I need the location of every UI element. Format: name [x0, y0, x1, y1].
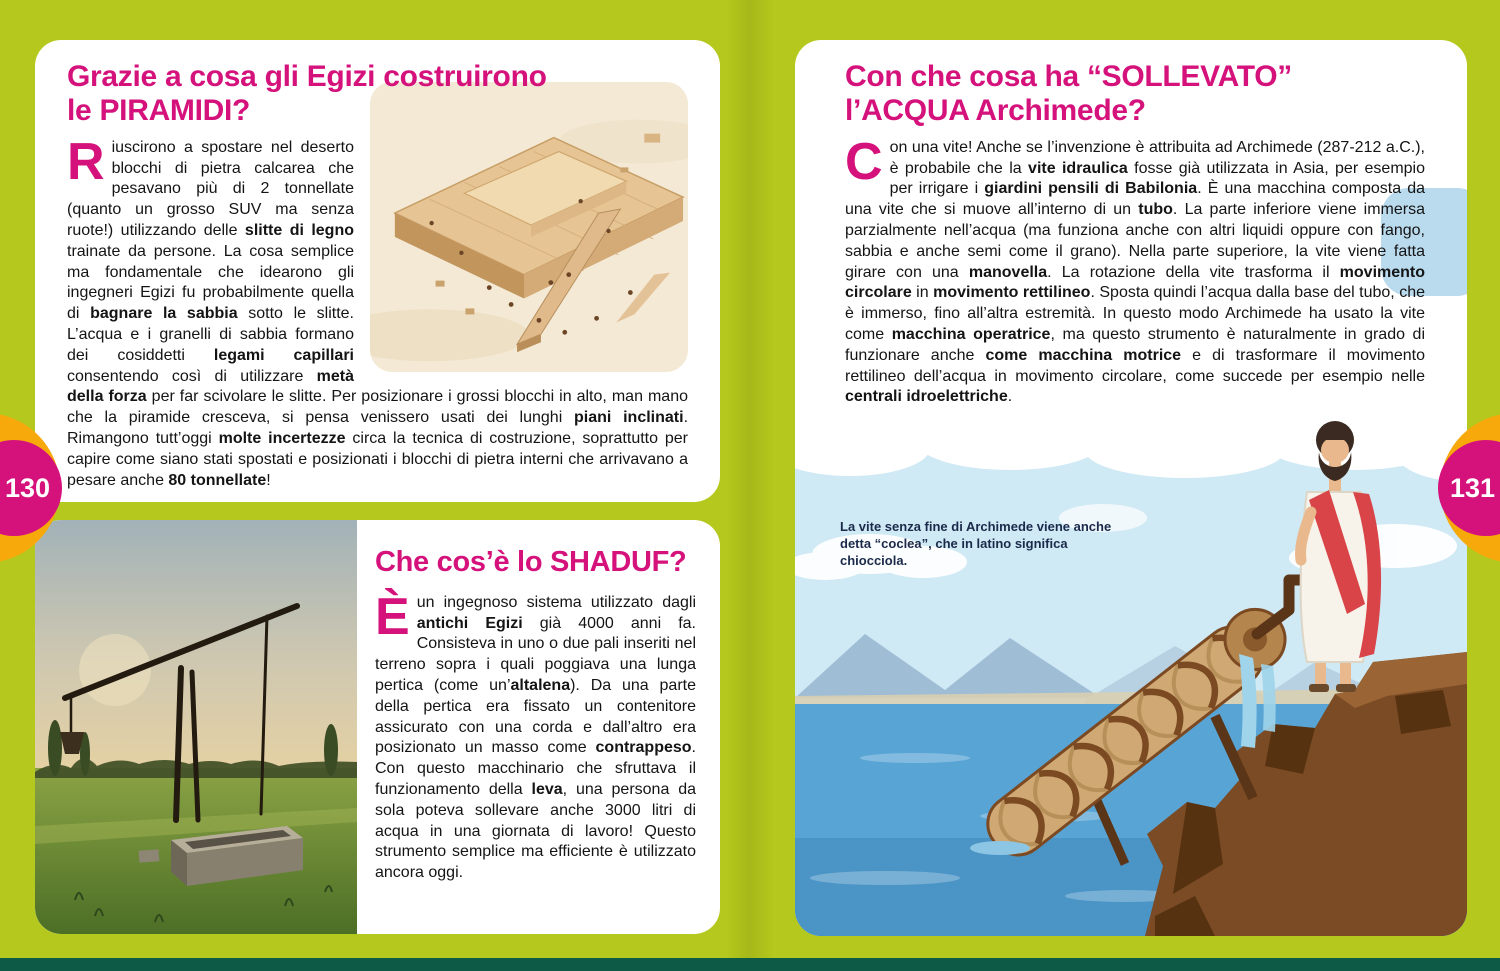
shaduf-card: [35, 520, 720, 934]
archimedes-title-line2: l’ACQUA Archimede?: [845, 93, 1146, 127]
archimedes-title-line1: Con che cosa ha “SOLLEVATO”: [845, 60, 1292, 93]
shaduf-text-column: [375, 546, 696, 884]
pyramid-construction-illustration: [370, 82, 688, 372]
shaduf-title: Che cos’è lo SHADUF?: [375, 546, 687, 578]
shaduf-photo: [35, 520, 357, 934]
archimedes-body: [845, 132, 1426, 408]
archimedes-title: [845, 60, 1385, 128]
page-number-right: 131: [1450, 472, 1496, 503]
archimedes-scene-svg: [795, 396, 1467, 936]
shaduf-photo-svg: [35, 520, 357, 934]
page-number-left: 130: [4, 472, 50, 503]
pyramids-paragraph: iuscirono a spostare nel deserto blocchi di pietra calcarea che pesavano più di 2 tonnellate (quanto un grosso SUV ma senza ruote!) utilizzando delle slitte di legno trainate da persone. La cosa semplice ma fondamentale che idearono gli ingegneri Egizi fu probabilmente quella di bagnare la sabbia sotto le slitte. L’acqua e i granelli di sabbia formano dei cosiddetti legami capillari consentendo così di utilizzare metà della forza per far scivolare le slitte. Per posizionare i grossi blocchi in alto, man mano che la piramide cresceva, si pensa venissero usati dei lunghi piani inclinati. Rimangono tutt’oggi molte incertezze circa la tecnica di costruzione, soprattutto per capire come siano stati spostati e posizionati i blocchi di pietra interni che arrivavano a pesare anche 80 tonnellate!: [67, 138, 689, 489]
archimedes-screw-illustration: [795, 396, 1467, 936]
pyramids-body: [67, 132, 689, 492]
pyramids-dropcap: R: [67, 132, 105, 191]
archimedes-dropcap: C: [845, 132, 883, 191]
archimedes-paragraph: on una vite! Anche se l’invenzione è attribuita ad Archimede (287-212 a.C.), è probabile che la vite idraulica fosse già utilizzata in Asia, per esempio per irrigare i giardini pensili di Babilonia. È una macchina composta da una vite che si muove all’interno di un tubo. La parte inferiore viene immersa parzialmente nell’acqua (ma funziona anche con altri liquidi oppure con fango, sabbia e anche semi come il grano). Nella parte superiore, la vite viene fatta girare con una manovella. La rotazione della vite trasforma il movimento circolare in movimento rettilineo. Sposta quindi l’acqua dalla base del tubo, che è immerso, fino all’altra estremità. In questo modo Archimede ha usato la vite come macchina operatrice, ma questo strumento è naturalmente in grado di funzionare anche come macchina motrice e di trasformare il movimento rettilineo dell’acqua in movimento circolare, come succede per esempio nelle centrali idroelettriche.: [845, 138, 1426, 406]
shaduf-paragraph: un ingegnoso sistema utilizzato dagli antichi Egizi già 4000 anni fa. Consisteva in uno o due pali inseriti nel terreno sopra i quali poggiava una lunga pertica (come un’altalena). Da una parte della pertica era fissato un contenitore assicurato con una corda e dall’altro era posizionato un masso come contrappeso. Con questo macchinario che sfruttava il funzionamento della leva, una persona da sola poteva sollevare anche 3000 litri di acqua in una giornata di lavoro! Questo strumento semplice ma efficiente è utilizzato ancora oggi.: [375, 593, 696, 882]
book-bottom-edge: [0, 958, 1500, 971]
pyramids-card: [35, 40, 720, 502]
pyramids-title-line1: Grazie a cosa gli Egizi costruirono: [67, 60, 547, 93]
shaduf-dropcap: È: [375, 587, 410, 646]
archimedes-card: [795, 40, 1467, 936]
pyramids-title-line2: le PIRAMIDI?: [67, 93, 251, 127]
pyramid-illustration-svg: [370, 82, 688, 372]
shaduf-body: [375, 587, 696, 884]
right-page: [750, 0, 1500, 971]
archimedes-caption: La vite senza fine di Archimede viene anche detta “coclea”, che in latino significa chiocciola.: [840, 519, 1112, 569]
